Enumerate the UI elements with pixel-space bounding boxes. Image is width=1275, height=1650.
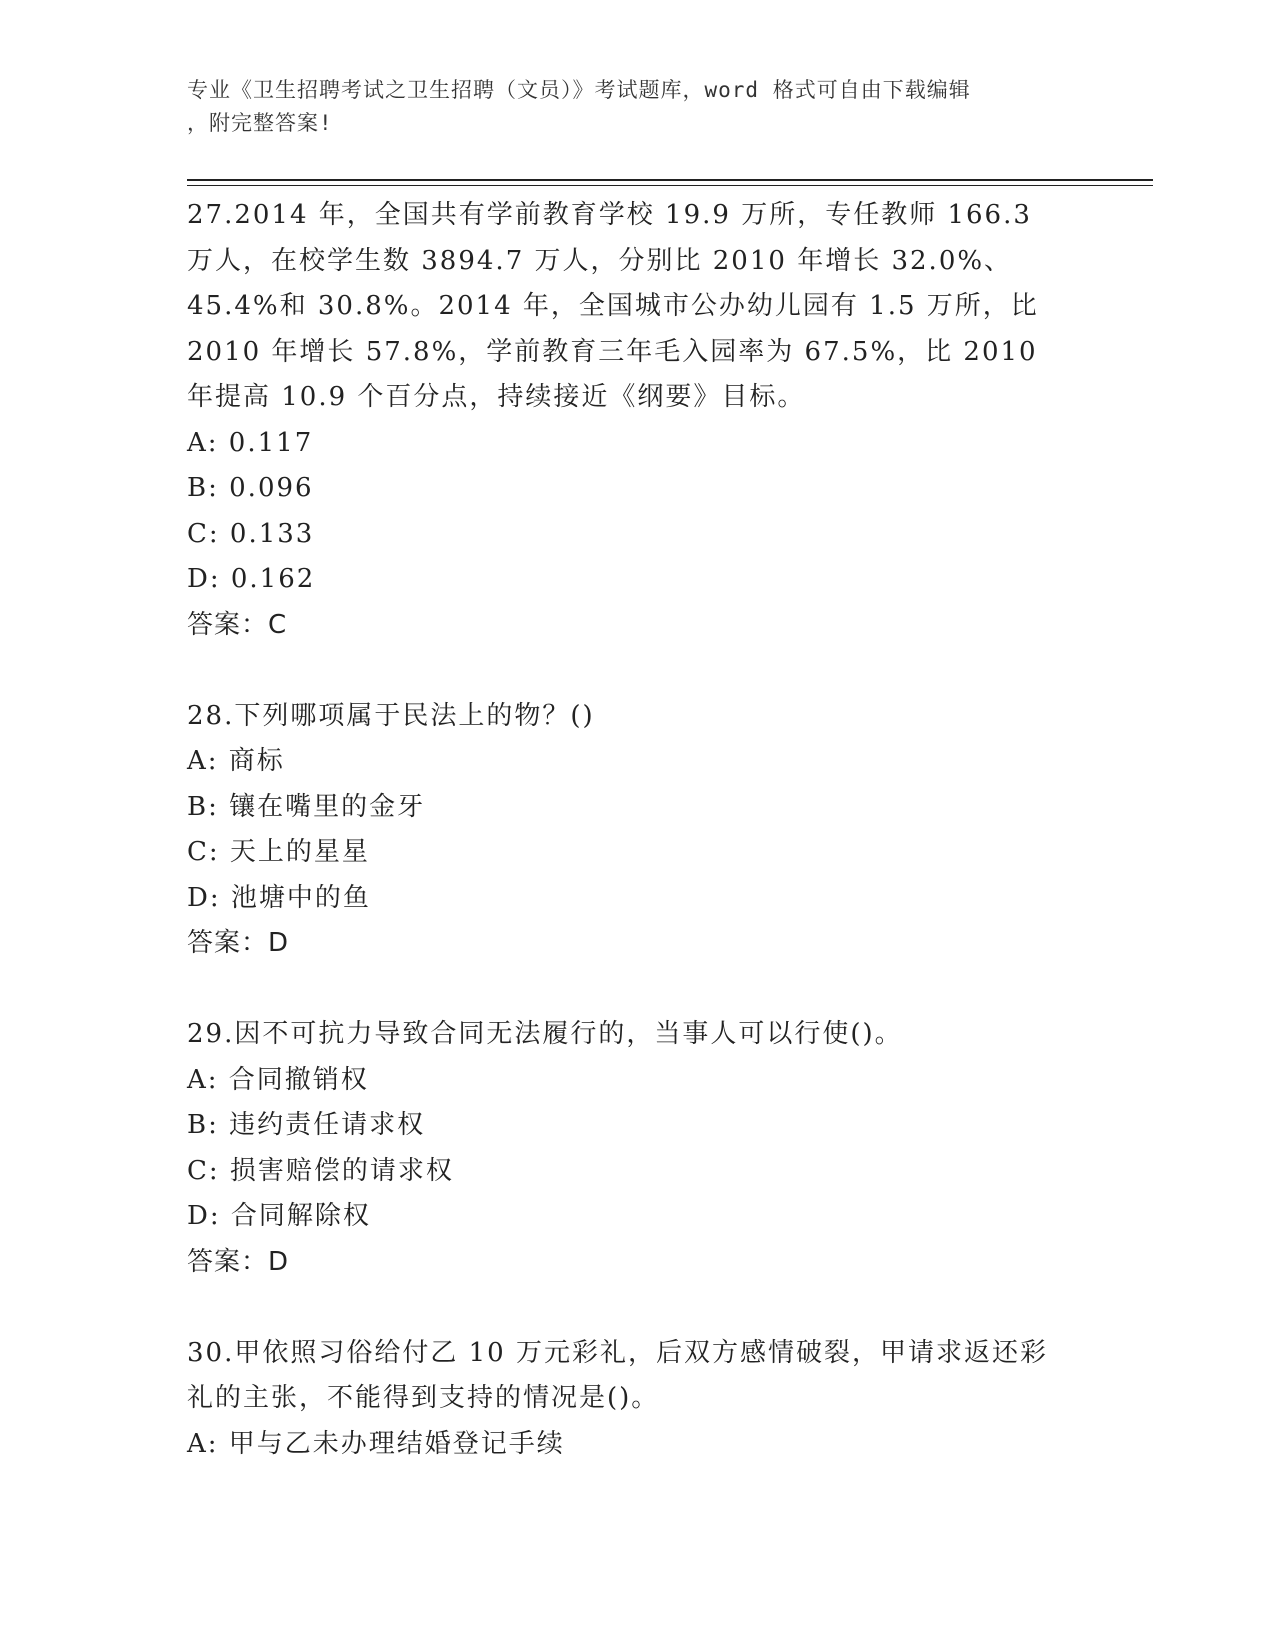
question-text: 28.下列哪项属于民法上的物？(): [187, 700, 595, 731]
header-rule-thin: [187, 185, 1153, 186]
spacer: [187, 1285, 1067, 1331]
question-text: 29.因不可抗力导致合同无法履行的，当事人可以行使()。: [187, 1019, 903, 1049]
question-list: [187, 193, 1067, 1467]
question-29: [187, 1012, 1067, 1285]
question-text: 30.甲依照习俗给付乙 10 万元彩礼，后双方感情破裂，甲请求返还彩礼的主张，不能得到支持的情况是()。: [187, 1337, 1048, 1413]
option-c: C: 损害赔偿的请求权: [187, 1155, 454, 1186]
question-28: [187, 694, 1067, 967]
option-a: A: 0.117: [187, 427, 314, 458]
option-c: C: 天上的星星: [187, 837, 370, 867]
option-d: D: 池塘中的鱼: [187, 882, 371, 913]
header-rule-thick: [187, 179, 1153, 181]
answer: 答案：D: [187, 1246, 290, 1277]
spacer: [187, 967, 1067, 1013]
spacer: [187, 648, 1067, 694]
option-a: A: 合同撤销权: [187, 1064, 369, 1095]
answer: 答案：D: [187, 928, 290, 958]
option-a: A: 甲与乙未办理结婚登记手续: [187, 1428, 565, 1459]
option-c: C: 0.133: [187, 518, 315, 549]
question-text: 27.2014 年，全国共有学前教育学校 19.9 万所，专任教师 166.3 万人，在校学生数 3894.7 万人，分别比 2010 年增长 32.0%、45.4%和 30.8%。2014 年，全国城市公办幼儿园有 1.5 万所，比 2010 年增长 57.8%，学前教育三年毛入园率为 67.5%，比 2010 年提高 10.9 个百分点，持续接近《纲要》目标。: [187, 200, 1039, 412]
option-b: B: 0.096: [187, 473, 314, 503]
question-30: [187, 1331, 1067, 1468]
option-a: A: 商标: [187, 746, 285, 776]
option-b: B: 违约责任请求权: [187, 1110, 426, 1140]
option-d: D: 合同解除权: [187, 1201, 371, 1231]
option-d: D: 0.162: [187, 564, 316, 594]
document-header: 专业《卫生招聘考试之卫生招聘（文员）》考试题库，word 格式可自由下载编辑 ，附完整答案!: [187, 78, 971, 135]
option-b: B: 镶在嘴里的金牙: [187, 791, 426, 822]
question-27: [187, 193, 1067, 648]
answer: 答案：C: [187, 609, 288, 640]
